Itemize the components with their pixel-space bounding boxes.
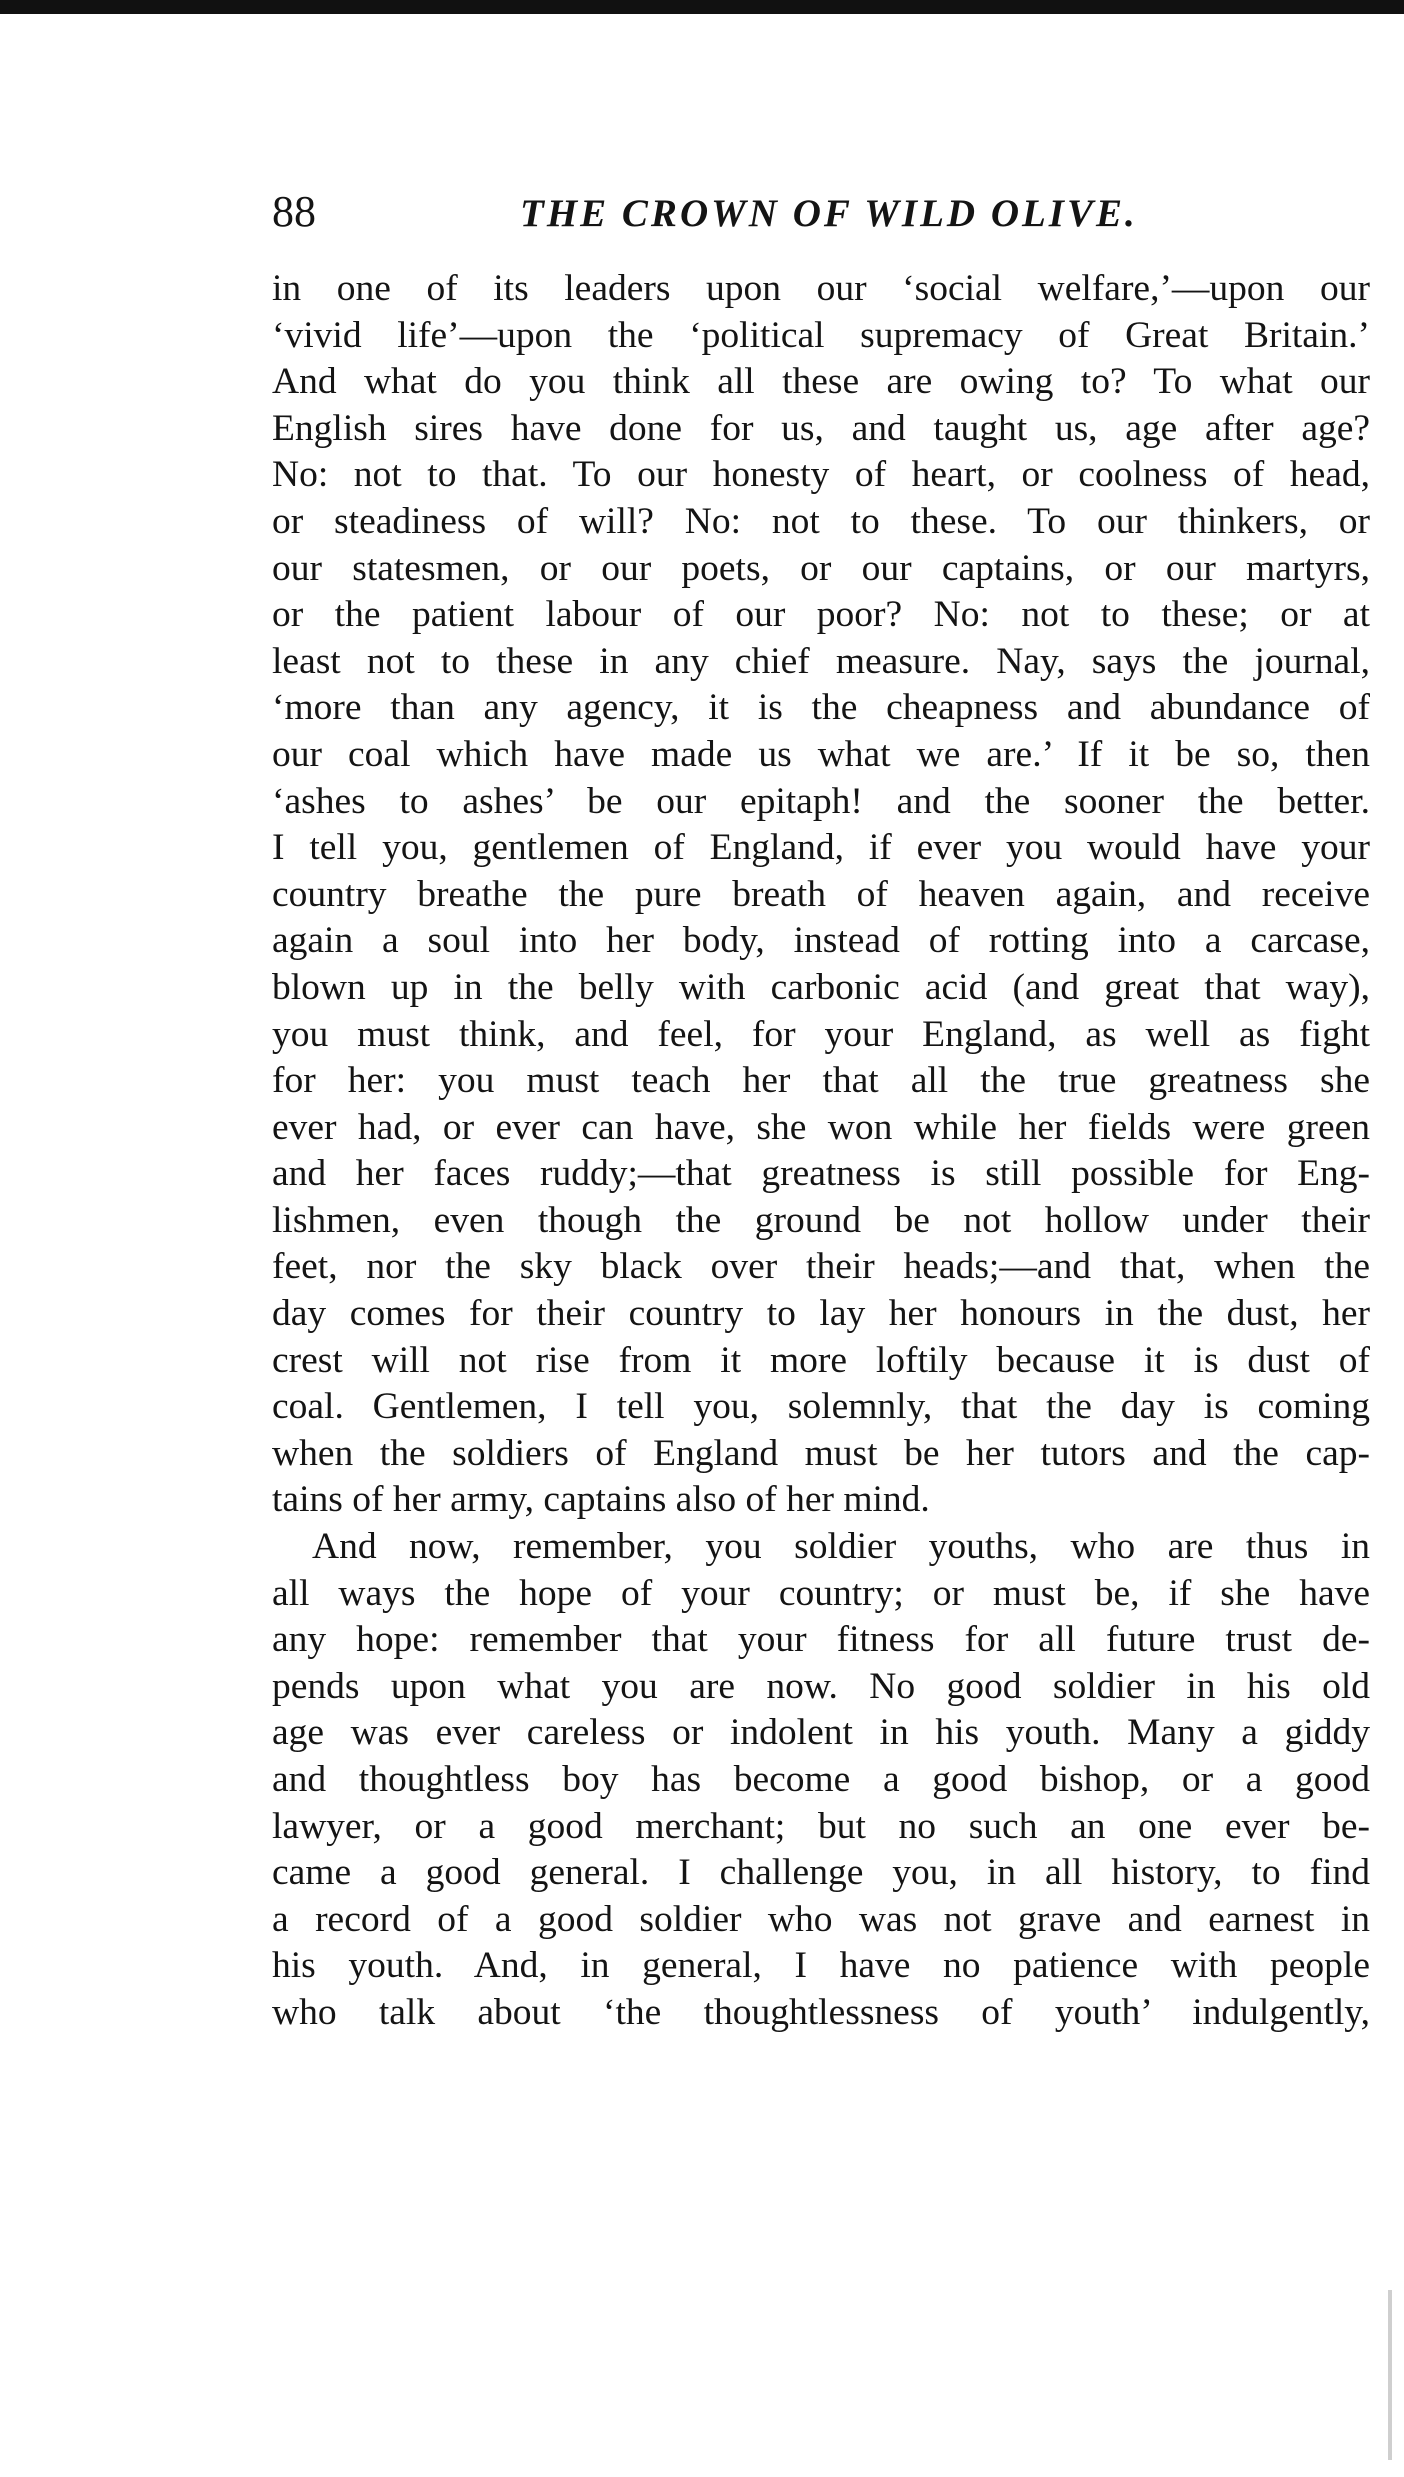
text-line: ‘ashes to ashes’ be our epitaph! and the sooner the better. (272, 780, 1370, 822)
page-edge-shadow (1388, 2290, 1392, 2460)
text-line: tains of her army, captains also of her mind. (272, 1479, 930, 1521)
text-line: And now, remember, you soldier youths, who are thus in (312, 1526, 1370, 1568)
text-line: pends upon what you are now. No good soldier in his old (272, 1665, 1370, 1707)
text-line: when the soldiers of England must be her tutors and the cap- (272, 1432, 1370, 1474)
text-line: or steadiness of will? No: not to these. To our thinkers, or (272, 500, 1370, 542)
page-top-edge (0, 0, 1404, 14)
text-line: ever had, or ever can have, she won while her fields were green (272, 1106, 1370, 1148)
text-line: No: not to that. To our honesty of heart, or coolness of head, (272, 454, 1370, 496)
body-text (272, 266, 1370, 2037)
text-line: our coal which have made us what we are.’ If it be so, then (272, 733, 1370, 775)
text-line: in one of its leaders upon our ‘social welfare,’—upon our (272, 268, 1370, 309)
text-line: came a good general. I challenge you, in all history, to find (272, 1852, 1370, 1894)
text-line: crest will not rise from it more loftily because it is dust of (272, 1339, 1370, 1381)
text-line: I tell you, gentlemen of England, if ever you would have your (272, 827, 1370, 869)
text-line: ‘more than any agency, it is the cheapness and abundance of (272, 687, 1370, 729)
text-line: lishmen, even though the ground be not hollow under their (272, 1199, 1370, 1241)
text-line: ‘vivid life’—upon the ‘political supremacy of Great Britain.’ (272, 314, 1370, 356)
paragraph-1 (272, 266, 1370, 1524)
paragraph-2 (272, 1524, 1370, 2037)
text-line: lawyer, or a good merchant; but no such an one ever be- (272, 1805, 1370, 1847)
text-line: you must think, and feel, for your England, as well as fight (272, 1013, 1370, 1055)
text-line: his youth. And, in general, I have no patience with people (272, 1945, 1370, 1987)
running-title: THE CROWN OF WILD OLIVE. (520, 192, 1138, 235)
text-line: our statesmen, or our poets, or our captains, or our martyrs, (272, 547, 1370, 589)
page-number: 88 (272, 187, 316, 236)
text-line: country breathe the pure breath of heaven again, and receive (272, 873, 1370, 915)
text-line: who talk about ‘the thoughtlessness of youth’ indulgently, (272, 1991, 1370, 2033)
text-line: age was ever careless or indolent in his youth. Many a giddy (272, 1712, 1370, 1754)
text-line: a record of a good soldier who was not grave and earnest in (272, 1898, 1370, 1940)
text-line: And what do you think all these are owing to? To what our (272, 361, 1370, 403)
text-line: for her: you must teach her that all the true greatness she (272, 1060, 1370, 1102)
text-line: English sires have done for us, and taught us, age after age? (272, 407, 1370, 449)
text-line: and thoughtless boy has become a good bishop, or a good (272, 1759, 1370, 1800)
text-line: coal. Gentlemen, I tell you, solemnly, that the day is coming (272, 1386, 1370, 1428)
text-line: or the patient labour of our poor? No: not to these; or at (272, 594, 1370, 636)
text-line: feet, nor the sky black over their heads;—and that, when the (272, 1246, 1370, 1288)
text-line: blown up in the belly with carbonic acid (and great that way), (272, 966, 1370, 1008)
text-line: least not to these in any chief measure. Nay, says the journal, (272, 640, 1370, 682)
text-line: day comes for their country to lay her honours in the dust, her (272, 1293, 1370, 1335)
text-line: and her faces ruddy;—that greatness is still possible for Eng- (272, 1153, 1370, 1195)
text-line: again a soul into her body, instead of rotting into a carcase, (272, 920, 1370, 962)
text-line: all ways the hope of your country; or must be, if she have (272, 1572, 1370, 1614)
text-line: any hope: remember that your fitness for all future trust de- (272, 1619, 1370, 1661)
